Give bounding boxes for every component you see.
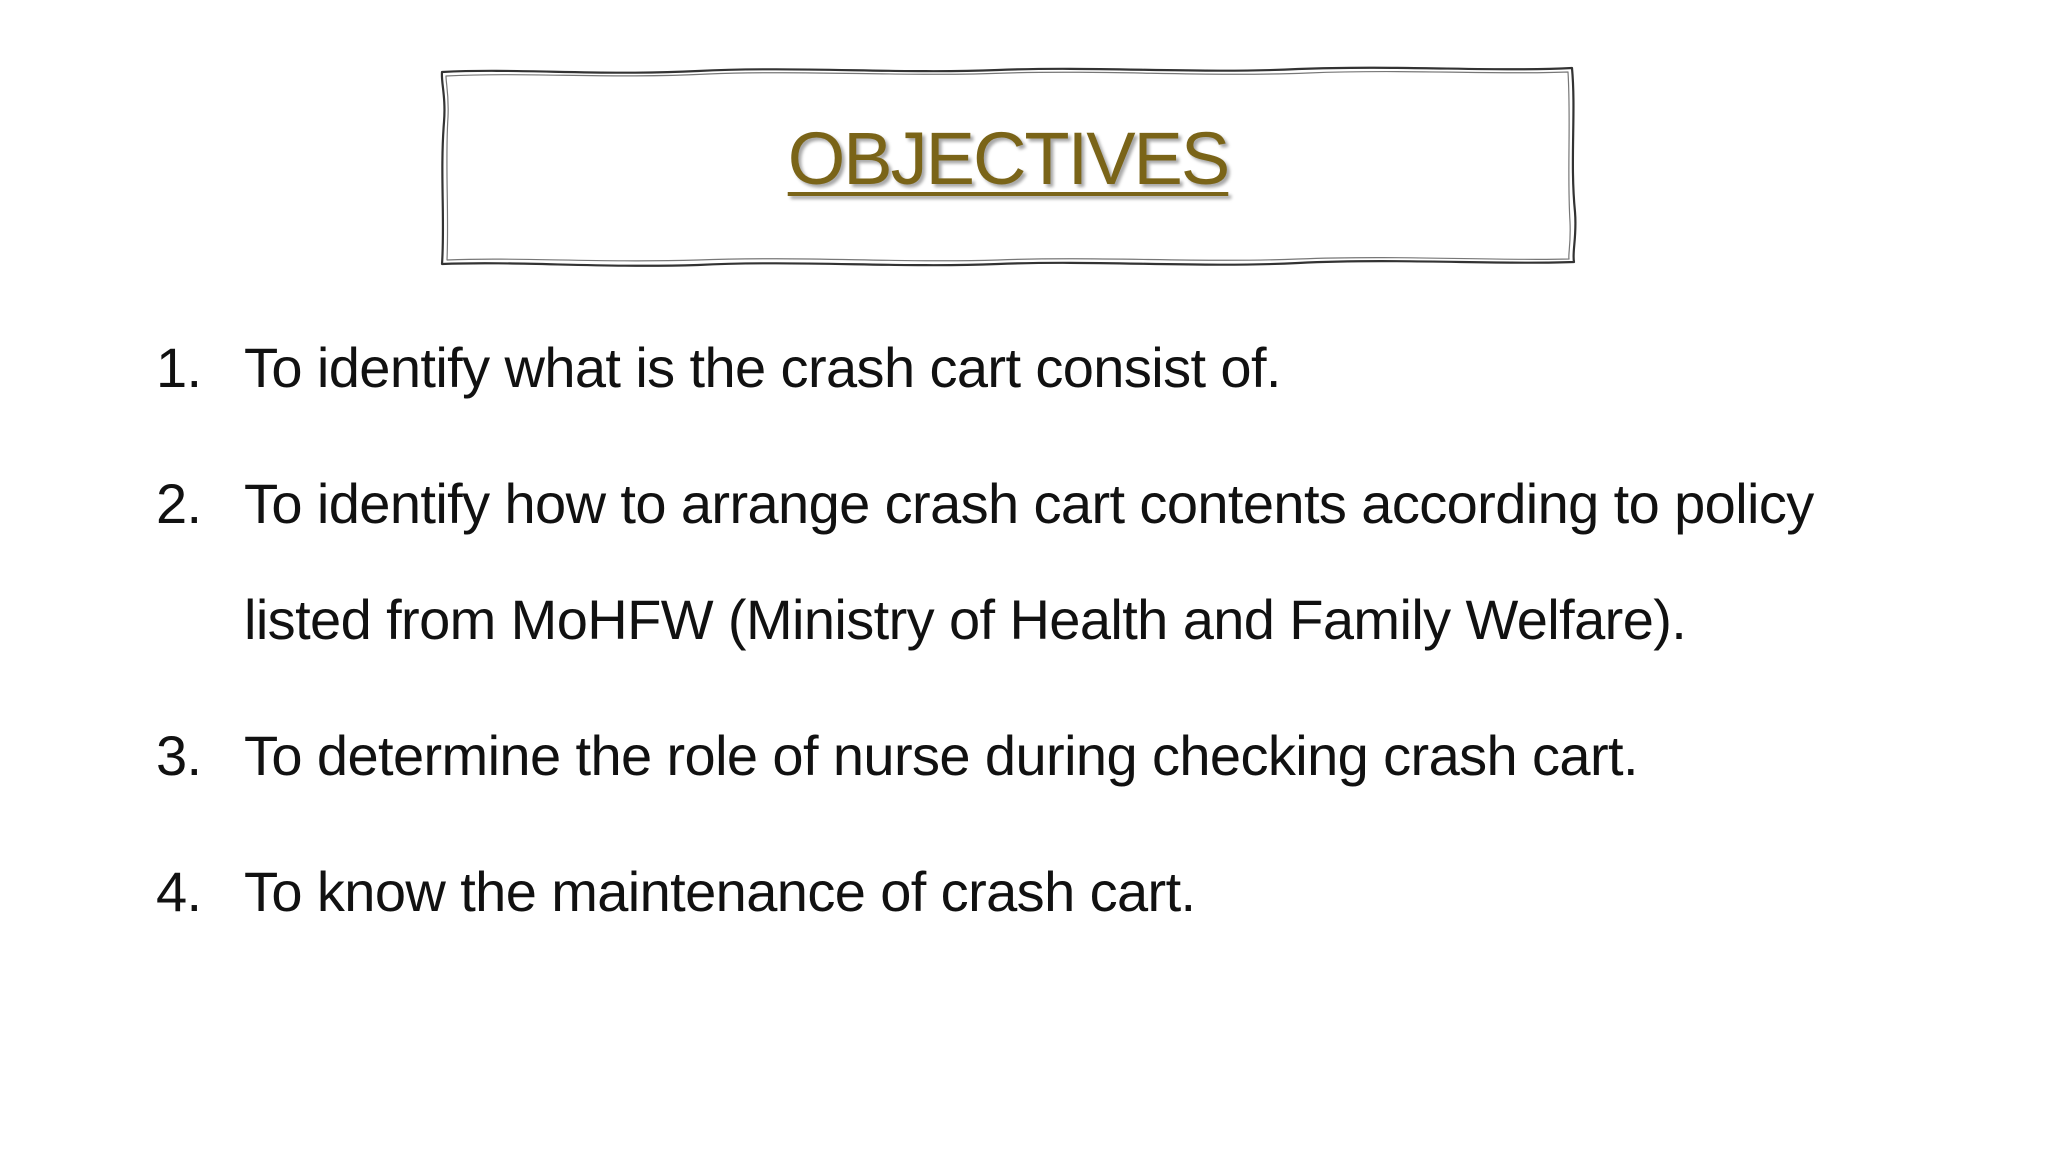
list-item — [150, 834, 1950, 950]
list-item-number: 4. — [156, 860, 202, 923]
title-frame — [438, 62, 1578, 268]
list-item-number: 2. — [156, 472, 202, 535]
list-item-text: To know the maintenance of crash cart. — [244, 860, 1196, 923]
list-item — [150, 698, 1950, 814]
list-item-number: 3. — [156, 724, 202, 787]
objectives-list — [150, 310, 1950, 970]
list-item — [150, 446, 1950, 678]
list-item-text: To identify what is the crash cart consist of. — [244, 336, 1281, 399]
list-item-text: To determine the role of nurse during checking crash cart. — [244, 724, 1638, 787]
list-item-number: 1. — [156, 336, 202, 399]
list-item-text: To identify how to arrange crash cart contents according to policy listed from MoHFW (Ministry of Health and Family Welfare). — [244, 472, 1814, 651]
slide-title: OBJECTIVES — [787, 117, 1229, 200]
list-item — [150, 310, 1950, 426]
